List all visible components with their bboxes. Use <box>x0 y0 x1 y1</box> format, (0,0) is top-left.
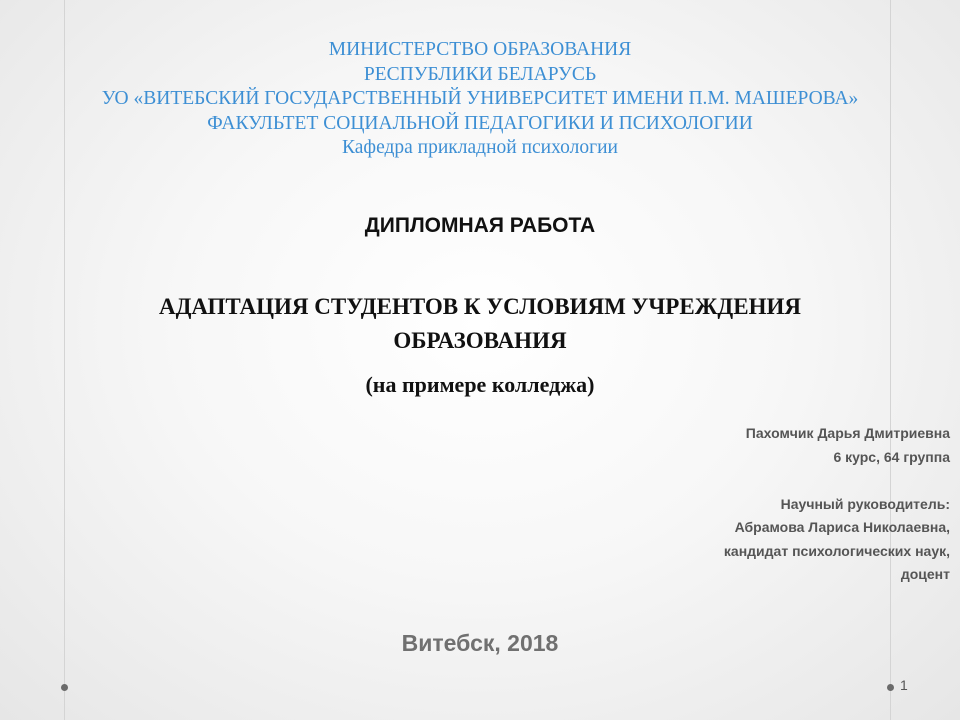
supervisor-heading: Научный руководитель: <box>780 495 950 512</box>
author-info <box>450 422 950 587</box>
right-bullet-dot <box>887 684 894 691</box>
thesis-subtitle: (на примере колледжа) <box>365 372 595 397</box>
institution-header <box>0 38 960 161</box>
supervisor-title: доцент <box>900 566 950 582</box>
department-name: Кафедра прикладной психологии <box>342 137 618 158</box>
ministry-line-1: МИНИСТЕРСТВО ОБРАЗОВАНИЯ <box>328 39 632 60</box>
faculty-name: ФАКУЛЬТЕТ СОЦИАЛЬНОЙ ПЕДАГОГИКИ И ПСИХОЛОГИИ <box>207 112 753 134</box>
spacer <box>450 469 950 493</box>
thesis-title-line-2: ОБРАЗОВАНИЯ <box>393 328 567 353</box>
thesis-label: ДИПЛОМНАЯ РАБОТА <box>364 214 596 237</box>
supervisor-degree: кандидат психологических наук, <box>723 542 950 559</box>
university-name: УО «ВИТЕБСКИЙ ГОСУДАРСТВЕННЫЙ УНИВЕРСИТЕТ ИМЕНИ П.М. МАШЕРОВА» <box>101 88 859 109</box>
supervisor-name: Абрамова Лариса Николаевна, <box>734 519 950 535</box>
ministry-line-2: РЕСПУБЛИКИ БЕЛАРУСЬ <box>363 63 597 85</box>
thesis-title-line-1: АДАПТАЦИЯ СТУДЕНТОВ К УСЛОВИЯМ УЧРЕЖДЕНИЯ <box>158 294 801 319</box>
author-course-group: 6 курс, 64 группа <box>833 448 950 465</box>
left-bullet-dot <box>61 684 68 691</box>
city-year: Витебск, 2018 <box>401 630 559 656</box>
slide-number: 1 <box>900 677 908 693</box>
thesis-title <box>0 290 960 358</box>
author-name: Пахомчик Дарья Дмитриевна <box>745 425 950 441</box>
